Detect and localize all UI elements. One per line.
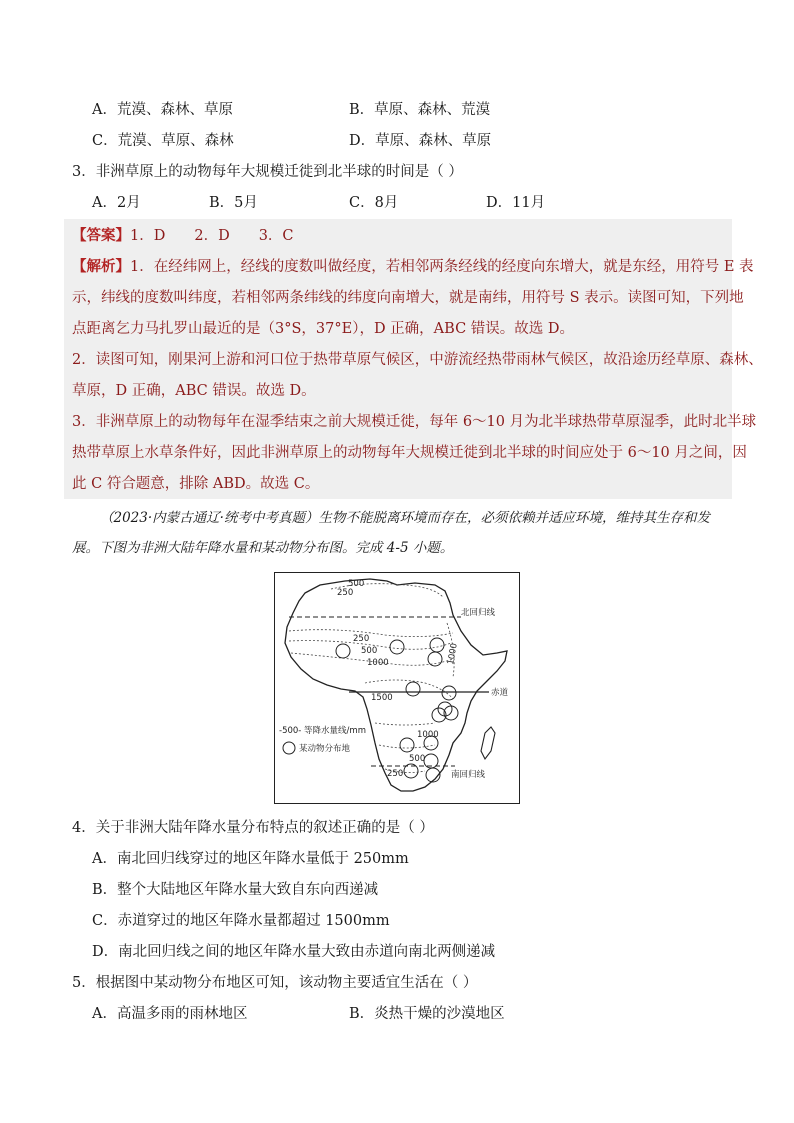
legend-animal-label: 某动物分布地 xyxy=(299,744,351,754)
q4-option-a: A．南北回归线穿过的地区年降水量低于 250mm xyxy=(92,851,409,867)
label-500-top: 500 xyxy=(348,579,365,589)
label-1500: 1500 xyxy=(371,693,393,703)
intro-line-2: 展。下图为非洲大陆年降水量和某动物分布图。完成 4-5 小题。 xyxy=(72,540,454,556)
answer-tag: 【答案】 xyxy=(72,227,130,244)
q5-option-b: B．炎热干燥的沙漠地区 xyxy=(349,1006,505,1022)
q4-stem: 4．关于非洲大陆年降水量分布特点的叙述正确的是（ ） xyxy=(72,820,434,836)
intro-line-1: （2023·内蒙古通辽·统考中考真题）生物不能脱离环境而存在，必须依赖并适应环境，维持其生存和发 xyxy=(100,510,710,526)
label-equator: 赤道 xyxy=(491,688,509,698)
legend-animal-icon xyxy=(283,742,295,754)
animal-site xyxy=(406,682,420,696)
label-1000-mid: 1000 xyxy=(367,658,389,668)
q3-option-a: A．2月 xyxy=(92,195,141,211)
isohyet-500-south xyxy=(379,745,435,748)
label-500-mid: 500 xyxy=(361,646,378,656)
q5-stem: 5．根据图中某动物分布地区可知，该动物主要适宜生活在（ ） xyxy=(72,975,478,991)
madagascar-outline xyxy=(481,727,495,759)
q3-option-d: D．11月 xyxy=(486,195,546,211)
analysis-line-8: 此 C 符合题意，排除 ABD。故选 C。 xyxy=(72,476,320,492)
q3-stem: 3．非洲草原上的动物每年大规模迁徙到北半球的时间是（ ） xyxy=(72,164,463,180)
label-250-south: 250 xyxy=(387,769,404,779)
map-svg xyxy=(275,573,519,803)
label-250-mid: 250 xyxy=(353,634,370,644)
label-250-top: 250 xyxy=(337,588,354,598)
analysis-line-1 xyxy=(72,257,754,277)
q3-option-b: B．5月 xyxy=(209,195,258,211)
analysis-line-6: 3．非洲草原上的动物每年在湿季结束之前大规模迁徙，每年 6～10 月为北半球热带草原湿季，此时北半球 xyxy=(72,414,757,430)
q2-option-b: B．草原、森林、荒漠 xyxy=(349,102,491,118)
isohyet-250-mid xyxy=(289,630,453,637)
analysis-line-2: 示，纬线的度数叫纬度，若相邻两条纬线的纬度向南增大，就是南纬，用符号 S 表示。读图可知，下列地 xyxy=(72,290,744,306)
q4-option-c: C．赤道穿过的地区年降水量都超过 1500mm xyxy=(92,913,390,929)
africa-precipitation-map xyxy=(274,572,520,804)
q2-option-c: C．荒漠、草原、森林 xyxy=(92,133,234,149)
label-tropic-north: 北回归线 xyxy=(461,608,496,618)
q4-option-d: D．南北回归线之间的地区年降水量大致由赤道向南北两侧递减 xyxy=(92,944,496,960)
q2-option-d: D．草原、森林、草原 xyxy=(349,133,492,149)
analysis-line-4: 2．读图可知，刚果河上游和河口位于热带草原气候区，中游流经热带雨林气候区，故沿途历经草原、森林、 xyxy=(72,352,763,368)
analysis-text-1: 1．在经纬网上，经线的度数叫做经度，若相邻两条经线的经度向东增大，就是东经，用符号 E 表 xyxy=(130,259,754,275)
analysis-line-3: 点距离乞力马扎罗山最近的是（3°S，37°E），D 正确，ABC 错误。故选 D。 xyxy=(72,321,575,337)
analysis-tag: 【解析】 xyxy=(72,258,130,275)
answer-line xyxy=(72,226,294,246)
animal-site xyxy=(442,686,456,700)
q5-option-a: A．高温多雨的雨林地区 xyxy=(92,1006,248,1022)
animal-site xyxy=(390,640,404,654)
q2-option-a: A．荒漠、森林、草原 xyxy=(92,102,233,118)
label-1000-south: 1000 xyxy=(417,730,439,740)
animal-site xyxy=(430,638,444,652)
animal-site xyxy=(400,738,414,752)
analysis-line-5: 草原，D 正确，ABC 错误。故选 D。 xyxy=(72,383,316,399)
q4-option-b: B．整个大陆地区年降水量大致自东向西递减 xyxy=(92,882,379,898)
legend-isohyet: -500- 等降水量线/mm xyxy=(279,726,366,736)
label-tropic-south: 南回归线 xyxy=(451,770,486,780)
animal-site xyxy=(336,644,350,658)
q3-option-c: C．8月 xyxy=(349,195,399,211)
label-1000-east: 1000 xyxy=(446,642,460,666)
answer-text: 1．D 2．D 3．C xyxy=(130,228,294,244)
isohyet-1000-south xyxy=(375,723,435,725)
label-500-south: 500 xyxy=(409,754,426,764)
analysis-line-7: 热带草原上水草条件好，因此非洲草原上的动物每年大规模迁徙到北半球的时间应处于 6～10 月之间，因 xyxy=(72,445,747,461)
